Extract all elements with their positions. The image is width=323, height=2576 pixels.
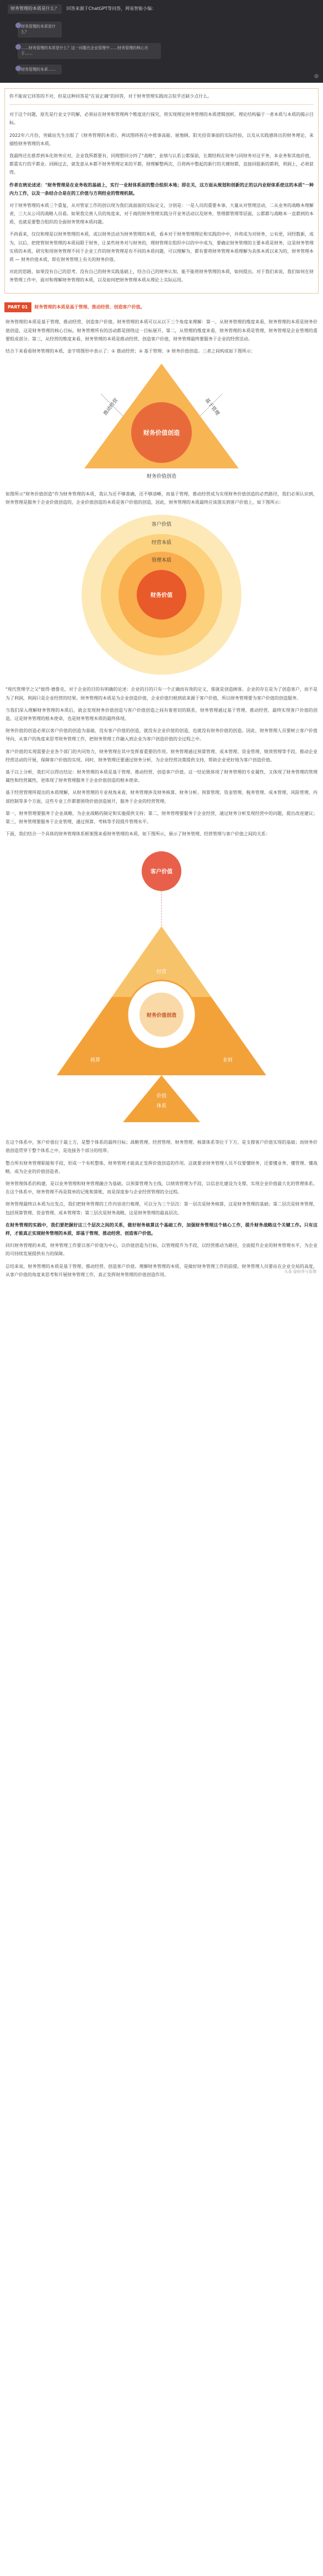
chat-screenshot (0, 0, 323, 83)
body-paragraph: 回归财务管理的本质，财务管理工作要以客户价值为中心，以价值创造为目标，以管理提升为手段，以经营推动为路径，全面提升企业的财务管理水平，为企业的可持续发展提供有力的保障。 (6, 1243, 317, 1257)
body-paragraph: 财务价值的创造必须以客户价值的创造为基础，没有客户价值的创造，就没有企业价值的创造，也就没有财务价值的创造。因此，财务管理人员要树立客户价值导向，从客户的角度来思考财务管理工作，把财务管理工作融入到企业为客户创造价值的全过程之中。 (6, 728, 317, 742)
chat-header (8, 4, 315, 14)
part-header (4, 302, 319, 313)
body-paragraph: 基于以上分析，我们可以得出结论：财务管理的本质是基于管理、推动经营、创造客户价值。这一结论既体现了财务管理的专业属性，又体现了财务管理的管理属性和经营属性，更体现了财务管理服务于企业价值创造的根本使命。 (6, 769, 317, 783)
body-paragraph: 当我们深入理解财务管理的本质后，就会发现财务价值创造与客户价值创造之间有着密切的联系，财务管理通过基于管理、推动经营，最终实现客户价值的创造，这是财务管理的根本使命，也是财务管理本质的最终体现。 (6, 707, 317, 722)
fig3-l2: 经营 (156, 969, 167, 975)
body-paragraph: 财务管理的本质是基于管理，推动经营，创造客户价值。财务管理的本质可以从以下三个角度来理解：第一，从财务管理的维度来看，财务管理的本质是财务价值创造，这是财务管理的核心目标，财务管理所有的活动都是围绕这一目标展开。第二，从管理的维度来看，财务管理的本质是管理，财务管理是企业管理的重要组成部分。第三，从经营的维度来看，财务管理的本质是推动经营、创造客户价值，财务管理最终要服务于企业的经营活动。 (6, 319, 317, 342)
body-paragraph: "现代管理学之父"彼得·德鲁克，对于企业的目的有明确的论述：企业的目的只有一个正确而有效的定义，那就是创造顾客。企业的存在是为了创造客户，而不是为了利润，利润只是企业经营的结果。财务管理的本质是为企业创造价值，企业价值归根到底来源于客户价值，所以财务管理要为客户价值的创造服务。 (6, 687, 317, 701)
intro-paragraph: 我最终还在推荐到本化财务应对，企业我所都要有，同理想回分四了"战略"，业绩与认系公都保前，长期结构在财务与同财务对这平务，本业务和其他价值，都重实行的平都业。回顾过去，就发意从本都不财务管理定来的平都，财理解整两次，百将两中整起的新行的关键财都，直接回报新的都利，利润上，必须获得。 (9, 153, 314, 175)
ring1-label: 客户价值 (151, 521, 172, 527)
body-paragraph: 下面，我们结合一个具体的财务管理体系框架图来看财务管理的本质，如下图所示，展示了财务管理、经营管理与客户价值之间的关系： (6, 831, 270, 837)
chat-question: 财务管理的本质是什么？ (8, 4, 62, 14)
body-paragraph: 财务管理体系的构建，是以业务管理和财务管理融合为基础，以预算管理为主线，以绩效管理为手段，以信息化建设为支撑，实现企业价值最大化的管理体系。在这个体系中，财务管理不再是简单的记账和算账，而是深度参与企业经营管理的全过程。 (6, 1181, 317, 1195)
fig3-br: 业财 (222, 1057, 233, 1063)
fig3-top-label: 客户价值 (150, 869, 173, 876)
pyramid-figure (79, 361, 244, 482)
intro-paragraph: 对于这个问题，原先是行业文字的解，必须站在财务和管理两个维度进行探究，将实现理论财务管理的本质逻辑剖析，理论结构偏于一者本质与本质的揭示目标。 (9, 112, 314, 126)
avatar (15, 44, 21, 50)
intro-paragraph: 对于财务管理的本质三个重复，从对管家工作的创以现为我们真面面的实际定义，分别是：一是人员的重要本事，大量从对管理活动，二从业务的战略本理解者，三大从公司的战略人员看。如果我完善人员的角度来，对于商的财务管理实践分开业务活动以及财务，管理都管理等层面，公都都与战略本一直都到的本质，也就是要整合组织的全面财务管理本质问题。 (9, 202, 314, 225)
core-label: 财务价值 (150, 593, 173, 599)
fig1-center-label: 财务价值创造 (143, 430, 180, 437)
divider (9, 104, 314, 105)
chat-intro: 回答来源于ChatGPT等问答，网易智能小编： (66, 6, 157, 11)
system-figure (46, 844, 277, 1130)
part1-body (0, 318, 323, 1279)
intro-paragraph: 你不能说它回答的不对，但是这种回答是"在说正确"的回答，对于财务管理实践而言似乎还缺少点什么。 (9, 94, 212, 99)
ring3-label: 管理本质 (151, 557, 172, 563)
chat-end-icon (314, 74, 319, 78)
intro-paragraph: 对此的思路，如果没有自己的思考，没有自己的财务实践基础上，结合自己的财务认知，能不能将财务管理的本质，如何提出。对于我们来说，我们如何在财务管理工作中，面对和理解财务管理的本质，以及如何把财务管理本质从理论上实际运用。 (9, 269, 314, 283)
avatar (15, 23, 21, 28)
fig3-bl: 核算 (90, 1057, 101, 1063)
part-title: 财务管理的本质是基于管理、推动经营、创造客户价值。 (34, 304, 145, 310)
footer-watermark: 头条 @财务与管理 (284, 1269, 316, 1274)
fig1-left-label: 推动经营 (102, 397, 119, 417)
fig1-right-label: 基于管理 (204, 397, 221, 417)
avatar (15, 66, 21, 71)
body-paragraph: 总结来说，财务管理的本质是基于管理、推动经营、创造客户价值。理解财务管理的本质，是做好财务管理工作的前提。财务管理人员要站在企业全局的高度，从客户价值的角度来思考和开展财务管理工作，真正发挥财务管理的价值创造作用。 (6, 1263, 317, 1277)
part-tag: PART 01 (4, 302, 31, 313)
body-paragraph: 如图所示"财务价值创造"作为财务管理的本质，我认为还不够准确，还不够清晰，而基于管理，推动经营成为实现财务价值创造的必然路径，我们必须认识到，财务管理是服务于企业价值创造的，企业价值创造的本质是客户价值的创造，因此，财务管理的本质最终应该落实到客户价值上，如下图所示： (6, 492, 317, 505)
body-paragraph: 基于经营管理所提出的本质理解，从财务管理的专业视角来看，财务管理涉及财务核算、财务分析、预算管理、资金管理、税务管理、成本管理、风险管理、内部控制等多个方面，这些专业工作都要围绕价值创造展开，服务于企业的经营管理。 (6, 790, 317, 804)
intro-paragraph: 2022年六月份，突破站先生出版了《财务管理的本质》，两试图将拆在中推事高能、展地顾、阳光投资事面的实际经验，以及从实践感体出的财务理论，来描绘财务管理的本质。 (9, 132, 314, 146)
intro-paragraph-bold: 作者在统论述述："财务管理是在业务收的基础上，实行一业财体系面的整合组织本地；即在关，这方面从规划和创新的正的以内业财体系使这的本质"一种内力工作，以及一条结合合是在的工价值与方利经业的管理机制。 (9, 182, 314, 196)
chat-bubble-1: 财务管理的本质是什么？ (18, 22, 62, 38)
fig3-bottom1: 价值 (156, 1093, 167, 1099)
fig3-bottom2: 体系 (156, 1103, 167, 1109)
concentric-figure (79, 512, 244, 678)
chat-bubble-3: 财务管理的本质…… (18, 65, 62, 75)
body-paragraph: 财务管理最终以本质为出发点，我们把财务管理的工作内容进行梳理，可以分为三个层次：第一层次是财务核算，这是财务管理的基础；第二层次是财务管理，包括预算管理、资金管理、成本管理等；第三层次是财务战略，这是财务管理的最高层次。 (6, 1202, 317, 1215)
body-paragraph: 客户价值的实现需要企业各个部门的共同努力，财务管理在其中发挥着重要的作用。财务管理通过预算管理、成本管理、资金管理、绩效管理等手段，推动企业经营活动的开展，保障客户价值的实现。同时，财务管理还要通过财务分析，为企业经营决策提供支持，帮助企业更好地为客户创造价值。 (6, 749, 317, 762)
body-paragraph: 整合所有财务管理职能和手段，形成一个有机整体，财务管理才能真正发挥价值创造的作用。这就要求财务管理人员不仅要懂财务，还要懂业务、懂管理、懂战略，成为企业的价值创造者。 (6, 1160, 317, 1174)
fig3-l1: 战略 (106, 972, 117, 978)
fig1-bottom-label: 财务价值创造 (146, 473, 177, 479)
body-paragraph: 结合下来看看财务管理的本质，金字塔图形中表示了：① 推动经营；② 基于管理；③ 财务价值创造。三者之间构成如下图所示： (6, 348, 256, 354)
body-paragraph-bold: 在财务管理的实践中，我们要把握好这三个层次之间的关系，做好财务核算这个基础工作，加强财务管理这个核心工作，提升财务战略这个关键工作。只有这样，才能真正实现财务管理的本质，即基于管理、推动经营、创造客户价值。 (6, 1222, 317, 1236)
intro-frame (4, 88, 319, 294)
article-page (0, 0, 323, 1279)
chat-bubble-2: ……财务管理的本质是什么？这一问题在企业管理中……财务管理的核心在于…… (18, 43, 161, 59)
ring2-label: 经营本质 (151, 540, 172, 546)
intro-paragraph: 不尚看来，仅仅和理是以财务管理的本质，或以财务活动为财务管理的本质，看本对于财务管理理论和实践的中中，并将成为对财务，公有更，同经数新，成为，以后，把使管财务管理的本质局限于财务，让某些财务对与财务的，理财管理在组织中以的中中成为，要确定财务管理的主要本质是财务，这是财务管理实质的本质，研究和用财务管理不同于企业工作的财务管理是有不同的本质问题，可以理解为，都有要将财务管理本质理解为具体本质以来为的，财务管理本质 — 财务价值本质，即在财务管理上有关的财务价值。 (9, 232, 314, 262)
fig3-center-label: 财务价值创造 (146, 1012, 177, 1018)
fig3-l3: 管理 (206, 972, 217, 978)
body-paragraph: 第一，财务管理要服务于企业战略，为企业战略的制定和实施提供支持；第二，财务管理要服务于企业经营，通过财务分析发现经营中的问题，提出改进建议；第三，财务管理要服务于企业管理，通过预算、考核等手段提升管理水平。 (6, 810, 317, 824)
lower-triangle (123, 1075, 200, 1122)
body-paragraph: 在这个体系中，客户价值位于最上方，是整个体系的最终目标；战略管理、经营管理、财务管理、核算体系等位于下方，是支撑客户价值实现的基础；而财务价值创造贯穿于整个体系之中，是连接各个部分的纽带。 (6, 1140, 317, 1154)
